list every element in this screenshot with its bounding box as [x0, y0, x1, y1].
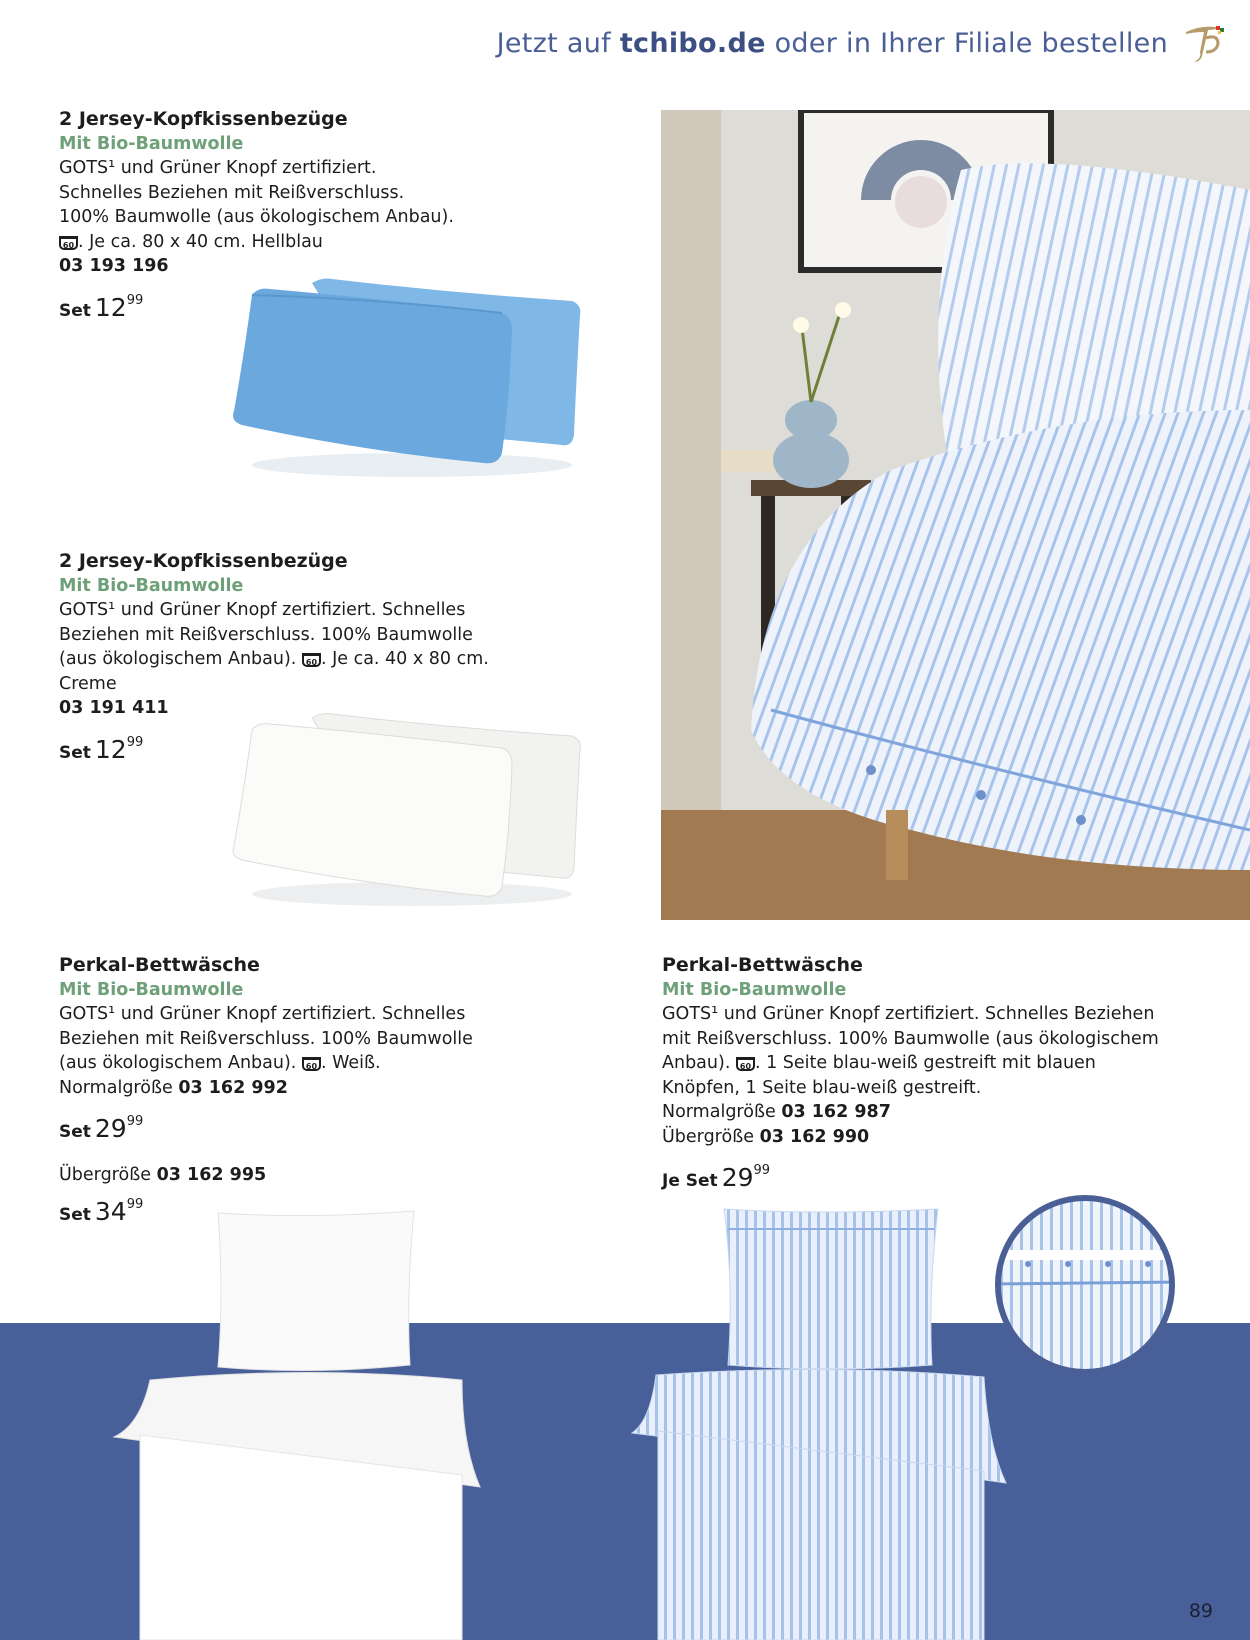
- product-image-white-bedding: [110, 1205, 490, 1640]
- article-number: 03 191 411: [59, 698, 169, 718]
- price: Je Set $29^{99}$: [662, 1163, 771, 1192]
- product-desc-line: Beziehen mit Reißverschluss. 100% Baumwolle: [59, 1028, 473, 1049]
- product-desc-line: Beziehen mit Reißverschluss. 100% Baumwolle: [59, 624, 473, 645]
- wash-60-icon: 60: [59, 236, 78, 250]
- price: Set $12^{99}$: [59, 734, 144, 764]
- product-desc-line: GOTS¹ und Grüner Knopf zertifiziert. Schnelles: [59, 1004, 466, 1024]
- size-over: Übergröße 03 162 995: [59, 1164, 267, 1185]
- product-subtitle: Mit Bio-Baumwolle: [59, 575, 244, 596]
- page-number: 89: [1188, 1600, 1213, 1622]
- price-over: Set $34^{99}$: [59, 1197, 144, 1226]
- product-desc-line: mit Reißverschluss. 100% Baumwolle (aus ökologischem: [662, 1028, 1159, 1049]
- article-number: 03 193 196: [59, 256, 169, 276]
- wash-60-icon: 60: [302, 653, 321, 667]
- price-normal: Set $29^{99}$: [59, 1114, 144, 1143]
- size-normal: Normalgröße 03 162 987: [662, 1102, 891, 1122]
- product-title: 2 Jersey-Kopfkissenbezüge: [59, 108, 348, 130]
- product-perkal-weiss: [59, 953, 579, 1228]
- product-desc-line: 100% Baumwolle (aus ökologischem Anbau).: [59, 207, 454, 227]
- product-image-blue-pillows: [222, 275, 592, 485]
- product-title: Perkal-Bettwäsche: [662, 954, 863, 976]
- product-image-striped-bedding: [628, 1205, 1008, 1640]
- wash-60-icon: 60: [302, 1057, 321, 1071]
- header-tagline: [497, 28, 1168, 59]
- product-image-white-pillows: [222, 712, 592, 912]
- header-suffix: oder in Ihrer Filiale bestellen: [774, 28, 1168, 59]
- header-prefix: Jetzt auf: [496, 28, 611, 59]
- wash-60-icon: 60: [736, 1057, 755, 1071]
- price: Set $12^{99}$: [59, 292, 144, 322]
- product-desc-line: Knöpfen, 1 Seite blau-weiß gestreift.: [662, 1077, 982, 1098]
- product-desc-line: GOTS¹ und Grüner Knopf zertifiziert. Schnelles: [59, 600, 466, 620]
- lifestyle-bedroom-photo: [661, 110, 1250, 920]
- product-desc-line: Anbau). 60 . 1 Seite blau-weiß gestreift mit blauen: [662, 1053, 1096, 1073]
- product-subtitle: Mit Bio-Baumwolle: [662, 979, 847, 1000]
- size-normal: Normalgröße 03 162 992: [59, 1077, 288, 1098]
- product-perkal-gestreift: [662, 953, 1222, 1194]
- product-title: Perkal-Bettwäsche: [59, 954, 260, 976]
- product-desc-line: Creme: [59, 673, 117, 694]
- product-desc-line: (aus ökologischem Anbau). 60 . Weiß.: [59, 1053, 381, 1073]
- product-desc-line: GOTS¹ und Grüner Knopf zertifiziert.: [59, 158, 377, 178]
- product-subtitle: Mit Bio-Baumwolle: [59, 979, 244, 1000]
- product-subtitle: Mit Bio-Baumwolle: [59, 133, 244, 154]
- product-desc-line: 60 . Je ca. 80 x 40 cm. Hellblau: [59, 230, 579, 255]
- product-title: 2 Jersey-Kopfkissenbezüge: [59, 550, 348, 572]
- product-desc-line: Schnelles Beziehen mit Reißverschluss.: [59, 182, 405, 203]
- detail-zoom-circle: [990, 1190, 1180, 1380]
- header-site[interactable]: tchibo.de: [619, 28, 766, 59]
- tchibo-logo-icon: [1178, 18, 1228, 68]
- product-desc-line: (aus ökologischem Anbau). 60 . Je ca. 40 x 80 cm.: [59, 649, 489, 669]
- product-desc-line: GOTS¹ und Grüner Knopf zertifiziert. Schnelles Beziehen: [662, 1004, 1155, 1024]
- size-over: Übergröße 03 162 990: [662, 1126, 870, 1147]
